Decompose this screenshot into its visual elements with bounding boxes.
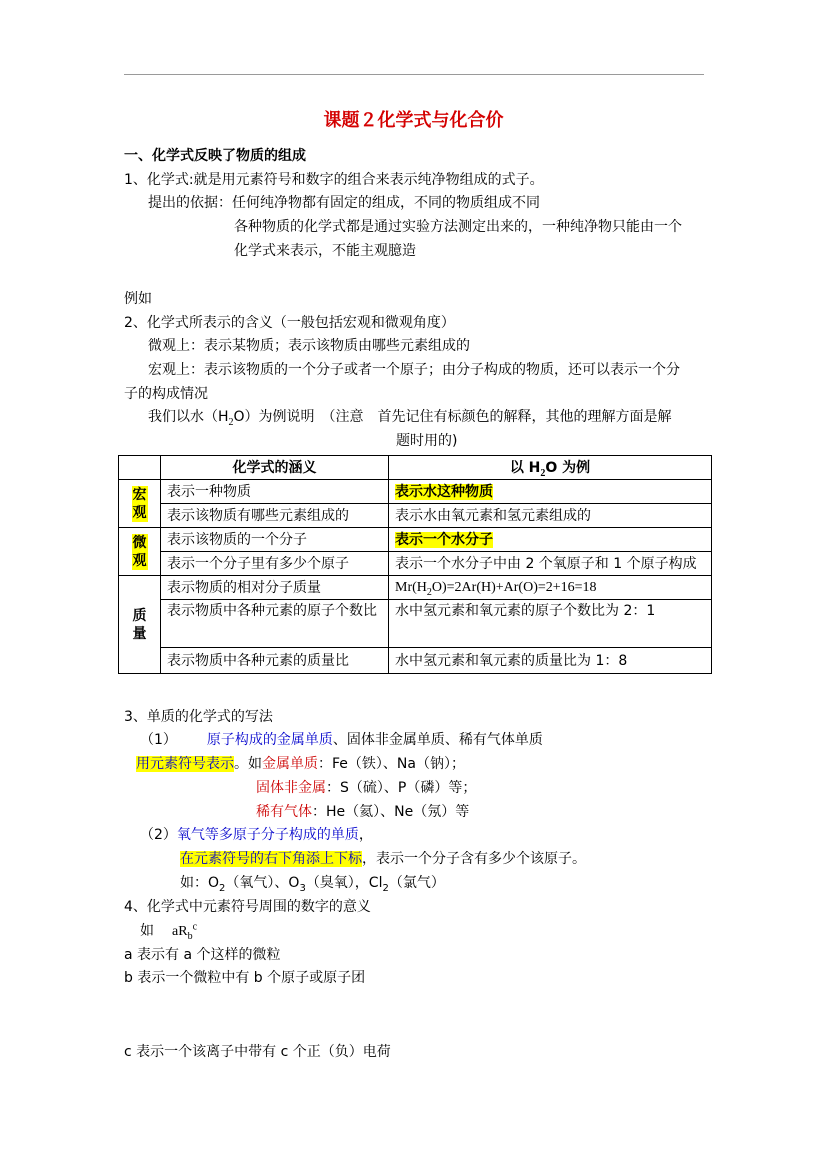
paragraph-1: 1、化学式:就是用元素符号和数字的组合来表示纯净物组成的式子。 bbox=[124, 172, 544, 188]
item2-line: （2）氧气等多原子分子构成的单质， bbox=[140, 827, 373, 843]
basis-line-3: 化学式来表示，不能主观臆造 bbox=[234, 243, 416, 259]
section4-heading: 4、化学式中元素符号周围的数字的意义 bbox=[124, 899, 371, 915]
element-examples-line: 如：$O_2$（氧气）、$O_3$（臭氧），$Cl_2$（氯气） bbox=[180, 875, 445, 894]
meaning-b: b 表示一个微粒中有 b 个原子或原子团 bbox=[124, 970, 366, 986]
rule2-line: 在元素符号的右下角添上下标，表示一个分子含有多少个该原子。 bbox=[180, 851, 586, 867]
water-intro-line-2: 题时用的) bbox=[396, 433, 458, 449]
basis-line-1: 提出的依据：任何纯净物都有固定的组成，不同的物质组成不同 bbox=[148, 195, 540, 211]
table-cell-example: $Mr(H_2O)=2Ar(H)+Ar(O)=2+16=18$ bbox=[389, 576, 712, 600]
table-cell-meaning: 表示该物质有哪些元素组成的 bbox=[161, 504, 389, 528]
table-cell-example: 表示水这种物质 bbox=[389, 480, 712, 504]
macro-line-2: 子的构成情况 bbox=[124, 386, 208, 402]
table-corner bbox=[119, 456, 161, 480]
table-cell-example: 表示一个水分子 bbox=[389, 528, 712, 552]
water-intro-line-1: 我们以水$(H_2O)$为例说明 （注意 首先记住有标颜色的解释，其他的理解方面是解 bbox=[148, 409, 672, 428]
table-cell-meaning: 表示该物质的一个分子 bbox=[161, 528, 389, 552]
section1-heading: 一、化学式反映了物质的组成 bbox=[124, 148, 306, 164]
category-macro: 宏观 bbox=[119, 480, 161, 528]
nonmetal-line: 固体非金属：S（硫）、P（磷）等； bbox=[256, 780, 477, 796]
header-example: 以 $H_2O$ 为例 bbox=[389, 456, 712, 480]
category-mass: 质量 bbox=[119, 576, 161, 674]
table-cell-meaning: 表示物质中各种元素的原子个数比 bbox=[161, 600, 389, 648]
table-cell-meaning: 表示物质中各种元素的质量比 bbox=[161, 648, 389, 674]
page-title: 课题２化学式与化合价 bbox=[323, 110, 504, 131]
item1-line: （1） 原子构成的金属单质、固体非金属单质、稀有气体单质 bbox=[140, 732, 543, 748]
table-cell-meaning: 表示一个分子里有多少个原子 bbox=[161, 552, 389, 576]
table-cell-meaning: 表示一种物质 bbox=[161, 480, 389, 504]
table-cell-example: 水中氢元素和氧元素的原子个数比为 2：1 bbox=[389, 600, 712, 648]
noble-gas-line: 稀有气体：He（氦）、Ne（氖）等 bbox=[256, 804, 470, 820]
section3-heading: 3、单质的化学式的写法 bbox=[124, 709, 273, 725]
header-rule bbox=[124, 74, 704, 75]
category-micro: 微观 bbox=[119, 528, 161, 576]
example-label: 例如 bbox=[124, 291, 152, 307]
meaning-c: c 表示一个该离子中带有 c 个正（负）电荷 bbox=[124, 1044, 391, 1060]
table-cell-example: 表示一个水分子中由 2 个氧原子和 1 个原子构成 bbox=[389, 552, 712, 576]
paragraph-2: 2、化学式所表示的含义（一般包括宏观和微观角度） bbox=[124, 315, 455, 331]
table-cell-example: 表示水由氧元素和氢元素组成的 bbox=[389, 504, 712, 528]
table-cell-example: 水中氢元素和氧元素的质量比为 1：8 bbox=[389, 648, 712, 674]
macro-line-1: 宏观上：表示该物质的一个分子或者一个原子；由分子构成的物质，还可以表示一个分 bbox=[148, 362, 680, 378]
rule1-line: 用元素符号表示。如金属单质：Fe（铁）、Na（钠）； bbox=[136, 756, 465, 772]
table-cell-meaning: 表示物质的相对分子质量 bbox=[161, 576, 389, 600]
meaning-a: a 表示有 a 个这样的微粒 bbox=[124, 947, 281, 963]
header-meaning: 化学式的涵义 bbox=[161, 456, 389, 480]
basis-line-2: 各种物质的化学式都是通过实验方法测定出来的，一种纯净物只能由一个 bbox=[234, 219, 682, 235]
meaning-table bbox=[118, 455, 712, 674]
micro-line: 微观上：表示某物质；表示该物质由哪些元素组成的 bbox=[148, 338, 470, 354]
formula-line: 如 $aR_b^c$ bbox=[140, 921, 198, 942]
